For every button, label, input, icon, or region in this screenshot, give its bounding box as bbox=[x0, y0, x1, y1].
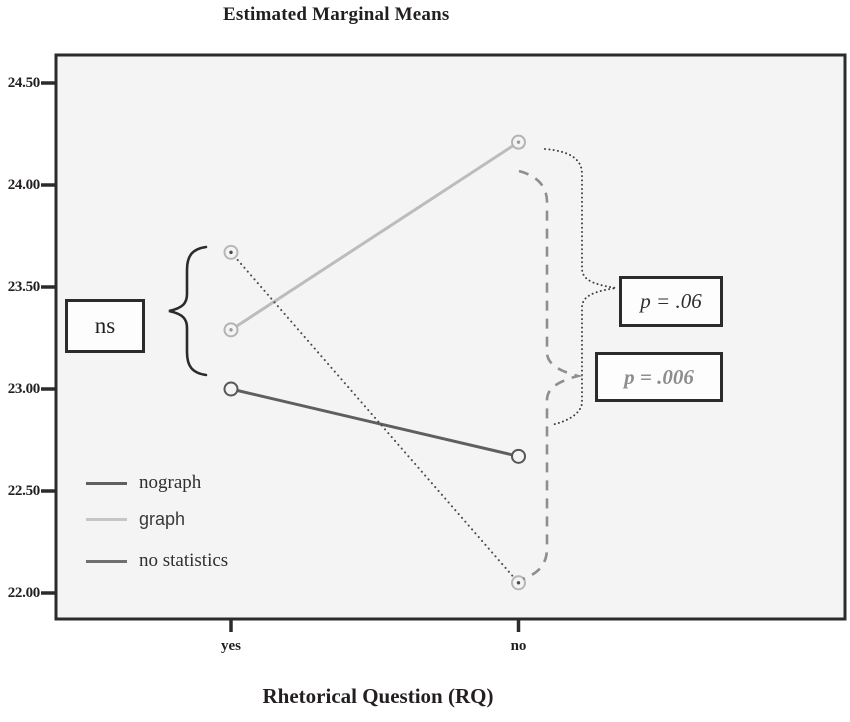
legend-item bbox=[86, 507, 228, 531]
series-marker-nograph bbox=[512, 450, 525, 463]
series-marker-dot-no-statistics bbox=[517, 581, 520, 584]
legend-item bbox=[86, 549, 228, 573]
x-axis-ticks bbox=[231, 619, 519, 632]
y-axis-tick-label: 23.50 bbox=[7, 279, 40, 295]
x-axis-title: Rhetorical Question (RQ) bbox=[262, 684, 494, 708]
ns-annotation-label: ns bbox=[94, 313, 116, 338]
p006-annotation-label: p = .006 bbox=[624, 364, 694, 389]
y-axis-tick-label: 23.00 bbox=[7, 381, 40, 397]
p06-annotation-label: p = .06 bbox=[640, 289, 702, 313]
legend-item bbox=[86, 471, 228, 495]
p06-annotation-box bbox=[619, 276, 723, 327]
x-axis-tick-label: no bbox=[510, 638, 527, 654]
legend-swatch bbox=[86, 482, 127, 485]
y-axis-tick-label: 22.00 bbox=[7, 585, 40, 601]
legend-label: graph bbox=[139, 508, 186, 529]
legend-label: no statistics bbox=[139, 550, 229, 571]
chart-title: Estimated Marginal Means bbox=[223, 4, 450, 25]
y-axis-tick-label: 22.50 bbox=[7, 483, 40, 499]
series-marker-dot-graph bbox=[229, 328, 232, 331]
series-marker-dot-no-statistics bbox=[229, 251, 232, 254]
legend bbox=[86, 471, 228, 573]
legend-swatch bbox=[86, 560, 127, 563]
legend-label: nograph bbox=[139, 472, 202, 493]
legend-swatch bbox=[86, 518, 127, 521]
series-marker-nograph bbox=[225, 383, 238, 396]
x-axis-tick-label: yes bbox=[221, 638, 241, 654]
p006-annotation-box bbox=[595, 352, 723, 402]
y-axis-tick-label: 24.00 bbox=[7, 177, 40, 193]
series-marker-dot-graph bbox=[517, 140, 520, 143]
ns-annotation-box bbox=[65, 299, 145, 353]
y-axis-tick-label: 24.50 bbox=[7, 75, 40, 91]
